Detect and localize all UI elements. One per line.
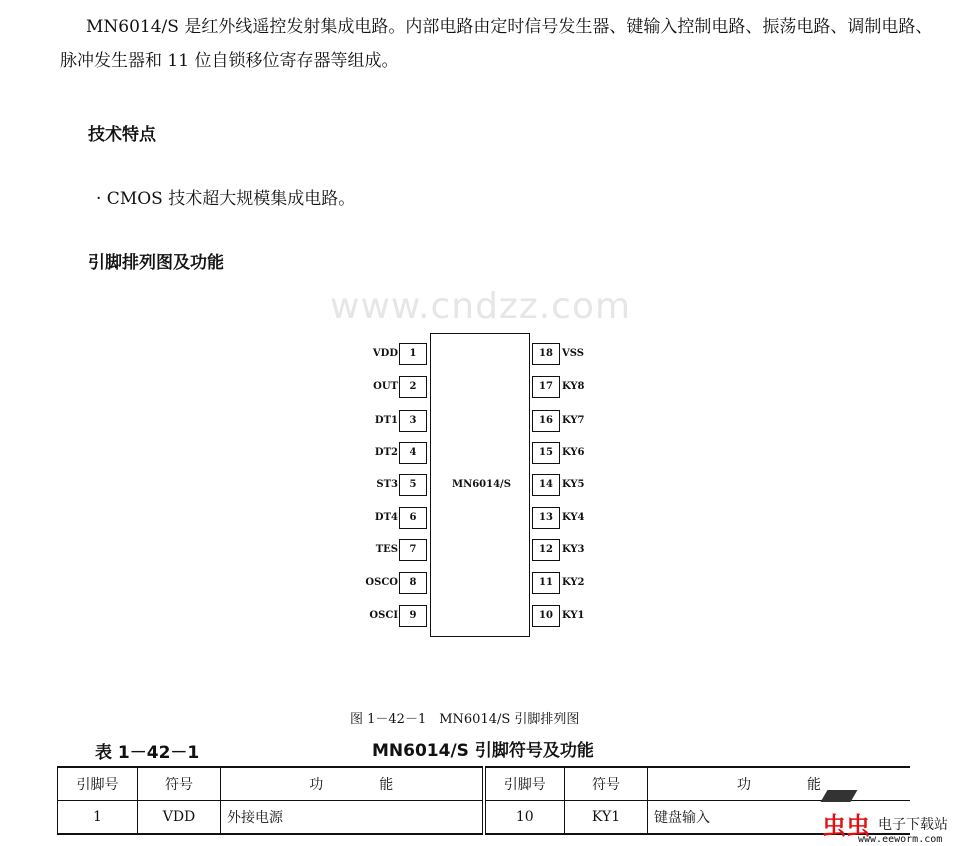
section-heading-features: 技术特点 xyxy=(88,125,156,145)
pin-label: OSCO xyxy=(365,577,398,588)
pin-label: KY6 xyxy=(562,447,585,458)
table-cell: 10 xyxy=(484,801,565,835)
header-cell: 功 能 xyxy=(221,767,484,801)
intro-paragraph: MN6014/S 是红外线遥控发射集成电路。内部电路由定时信号发生器、键输入控制电路、振荡电路、调制电路、脉冲发生器和 11 位自锁移位寄存器等组成。 xyxy=(60,17,933,71)
logo-url: www.eeworm.com xyxy=(858,834,943,845)
pin-box: 1 xyxy=(399,343,427,365)
logo-graduation-cap-icon xyxy=(821,790,858,802)
table-cell: KY1 xyxy=(565,801,648,835)
figure-caption: 图 1－42－1 MN6014/S 引脚排列图 xyxy=(350,712,580,727)
pin-label: VDD xyxy=(372,348,398,359)
pin-label: KY3 xyxy=(562,544,585,555)
header-cell: 引脚号 xyxy=(484,767,565,801)
pin-box: 18 xyxy=(532,343,560,365)
pin-box: 5 xyxy=(399,474,427,496)
table-title: MN6014/S 引脚符号及功能 xyxy=(372,741,594,761)
pin-label: DT4 xyxy=(374,512,398,523)
pin-box: 3 xyxy=(399,410,427,432)
table-number: 表 1－42－1 xyxy=(95,743,200,763)
pin-box: 13 xyxy=(532,507,560,529)
pin-box: 8 xyxy=(399,572,427,594)
pin-box: 2 xyxy=(399,376,427,398)
header-cell: 引脚号 xyxy=(58,767,138,801)
pin-box: 11 xyxy=(532,572,560,594)
pin-box: 6 xyxy=(399,507,427,529)
table-header-row xyxy=(58,767,911,801)
pin-label: KY2 xyxy=(562,577,585,588)
pin-label: OSCI xyxy=(369,610,398,621)
section-heading-pinout: 引脚排列图及功能 xyxy=(88,253,224,273)
header-cell: 符号 xyxy=(138,767,221,801)
header-cell: 功 能 xyxy=(648,767,911,801)
pin-label: KY7 xyxy=(562,415,585,426)
pin-box: 16 xyxy=(532,410,560,432)
watermark: www.cndzz.com xyxy=(330,286,632,327)
chip-label: MN6014/S xyxy=(452,479,511,490)
header-cell: 符号 xyxy=(565,767,648,801)
pin-box: 9 xyxy=(399,605,427,627)
pin-label: DT2 xyxy=(374,447,398,458)
pin-box: 10 xyxy=(532,605,560,627)
pin-box: 15 xyxy=(532,442,560,464)
logo-bug-icon: 虫虫 xyxy=(822,812,870,840)
pin-label: VSS xyxy=(562,348,584,359)
site-logo xyxy=(820,790,960,846)
logo-text: 电子下载站 xyxy=(878,817,948,833)
table-row xyxy=(58,801,911,835)
pin-label: KY4 xyxy=(562,512,585,523)
pin-label: DT1 xyxy=(374,415,398,426)
table-cell: 键盘输入 xyxy=(648,801,911,835)
pin-label: KY5 xyxy=(562,479,585,490)
pin-box: 4 xyxy=(399,442,427,464)
pin-box: 7 xyxy=(399,539,427,561)
table-cell: 外接电源 xyxy=(221,801,484,835)
feature-bullet: · CMOS 技术超大规模集成电路。 xyxy=(96,189,356,209)
table-cell: VDD xyxy=(138,801,221,835)
table-cell: 1 xyxy=(58,801,138,835)
pin-box: 14 xyxy=(532,474,560,496)
pin-label: TES xyxy=(375,544,398,555)
pin-table xyxy=(57,766,910,835)
pin-label: ST3 xyxy=(376,479,398,490)
pin-label: OUT xyxy=(373,381,398,392)
pin-label: KY1 xyxy=(562,610,585,621)
pin-box: 12 xyxy=(532,539,560,561)
pin-box: 17 xyxy=(532,376,560,398)
pin-label: KY8 xyxy=(562,381,585,392)
